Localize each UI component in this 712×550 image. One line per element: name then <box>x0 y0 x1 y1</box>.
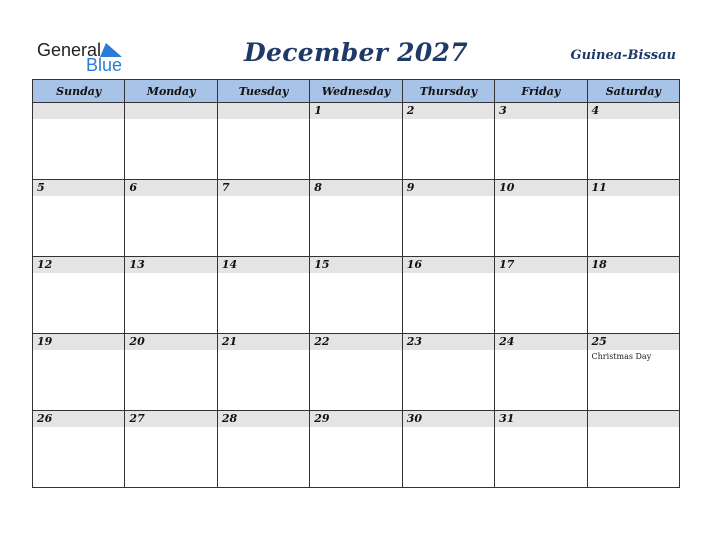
day-number: 19 <box>33 334 124 350</box>
day-cell <box>402 411 494 488</box>
day-cell <box>125 180 217 257</box>
holiday-label: Christmas Day <box>591 352 652 361</box>
day-number: 29 <box>310 411 401 427</box>
day-number: 22 <box>310 334 401 350</box>
week-row <box>33 257 680 334</box>
week-row <box>33 334 680 411</box>
day-cell <box>33 180 125 257</box>
day-number: 18 <box>588 257 679 273</box>
day-cell <box>217 411 309 488</box>
week-row <box>33 103 680 180</box>
day-number: 12 <box>33 257 124 273</box>
day-number: 25 <box>588 334 679 350</box>
day-cell <box>310 257 402 334</box>
day-number: 9 <box>403 180 494 196</box>
weekday-header-row <box>33 80 680 103</box>
day-cell <box>495 411 587 488</box>
day-number: 3 <box>495 103 586 119</box>
day-number: 4 <box>588 103 679 119</box>
day-number <box>588 411 679 427</box>
day-cell <box>587 411 679 488</box>
day-number: 30 <box>403 411 494 427</box>
day-number: 27 <box>125 411 216 427</box>
day-cell <box>217 334 309 411</box>
day-number: 31 <box>495 411 586 427</box>
day-cell <box>587 180 679 257</box>
day-cell <box>125 103 217 180</box>
day-number: 5 <box>33 180 124 196</box>
day-cell <box>587 103 679 180</box>
day-number: 14 <box>218 257 309 273</box>
day-number <box>125 103 216 119</box>
day-number <box>218 103 309 119</box>
day-cell <box>402 180 494 257</box>
day-cell <box>33 257 125 334</box>
day-cell <box>310 103 402 180</box>
country-name: Guinea-Bissau <box>570 48 676 63</box>
week-row <box>33 180 680 257</box>
weekday-header: Monday <box>125 80 217 103</box>
day-number: 20 <box>125 334 216 350</box>
weekday-header: Sunday <box>33 80 125 103</box>
day-cell <box>402 103 494 180</box>
weekday-header: Wednesday <box>310 80 402 103</box>
day-number: 2 <box>403 103 494 119</box>
weekday-header: Thursday <box>402 80 494 103</box>
day-cell <box>495 103 587 180</box>
day-number: 8 <box>310 180 401 196</box>
day-cell <box>495 334 587 411</box>
calendar-title: December 2027 <box>244 38 468 67</box>
day-number: 17 <box>495 257 586 273</box>
weekday-header: Tuesday <box>217 80 309 103</box>
day-number: 26 <box>33 411 124 427</box>
day-cell <box>310 411 402 488</box>
day-number: 1 <box>310 103 401 119</box>
week-row <box>33 411 680 488</box>
day-number: 13 <box>125 257 216 273</box>
day-cell <box>125 411 217 488</box>
day-cell <box>125 257 217 334</box>
day-cell <box>217 103 309 180</box>
day-number: 28 <box>218 411 309 427</box>
day-cell <box>402 334 494 411</box>
day-cell <box>217 257 309 334</box>
day-number: 24 <box>495 334 586 350</box>
day-number: 7 <box>218 180 309 196</box>
day-cell <box>495 257 587 334</box>
day-cell <box>310 334 402 411</box>
day-cell <box>495 180 587 257</box>
day-cell <box>587 257 679 334</box>
day-cell <box>217 180 309 257</box>
weekday-header: Saturday <box>587 80 679 103</box>
logo-word-general: General <box>37 40 102 60</box>
day-number: 15 <box>310 257 401 273</box>
day-cell <box>310 180 402 257</box>
day-number <box>33 103 124 119</box>
day-number: 23 <box>403 334 494 350</box>
day-cell <box>587 334 679 411</box>
weekday-header: Friday <box>495 80 587 103</box>
day-number: 11 <box>588 180 679 196</box>
day-cell <box>125 334 217 411</box>
calendar-grid <box>32 79 680 488</box>
day-cell <box>402 257 494 334</box>
day-cell <box>33 411 125 488</box>
day-number: 16 <box>403 257 494 273</box>
day-number: 21 <box>218 334 309 350</box>
day-cell <box>33 103 125 180</box>
day-number: 6 <box>125 180 216 196</box>
logo-word-blue: Blue <box>86 55 123 75</box>
day-number: 10 <box>495 180 586 196</box>
day-cell <box>33 334 125 411</box>
